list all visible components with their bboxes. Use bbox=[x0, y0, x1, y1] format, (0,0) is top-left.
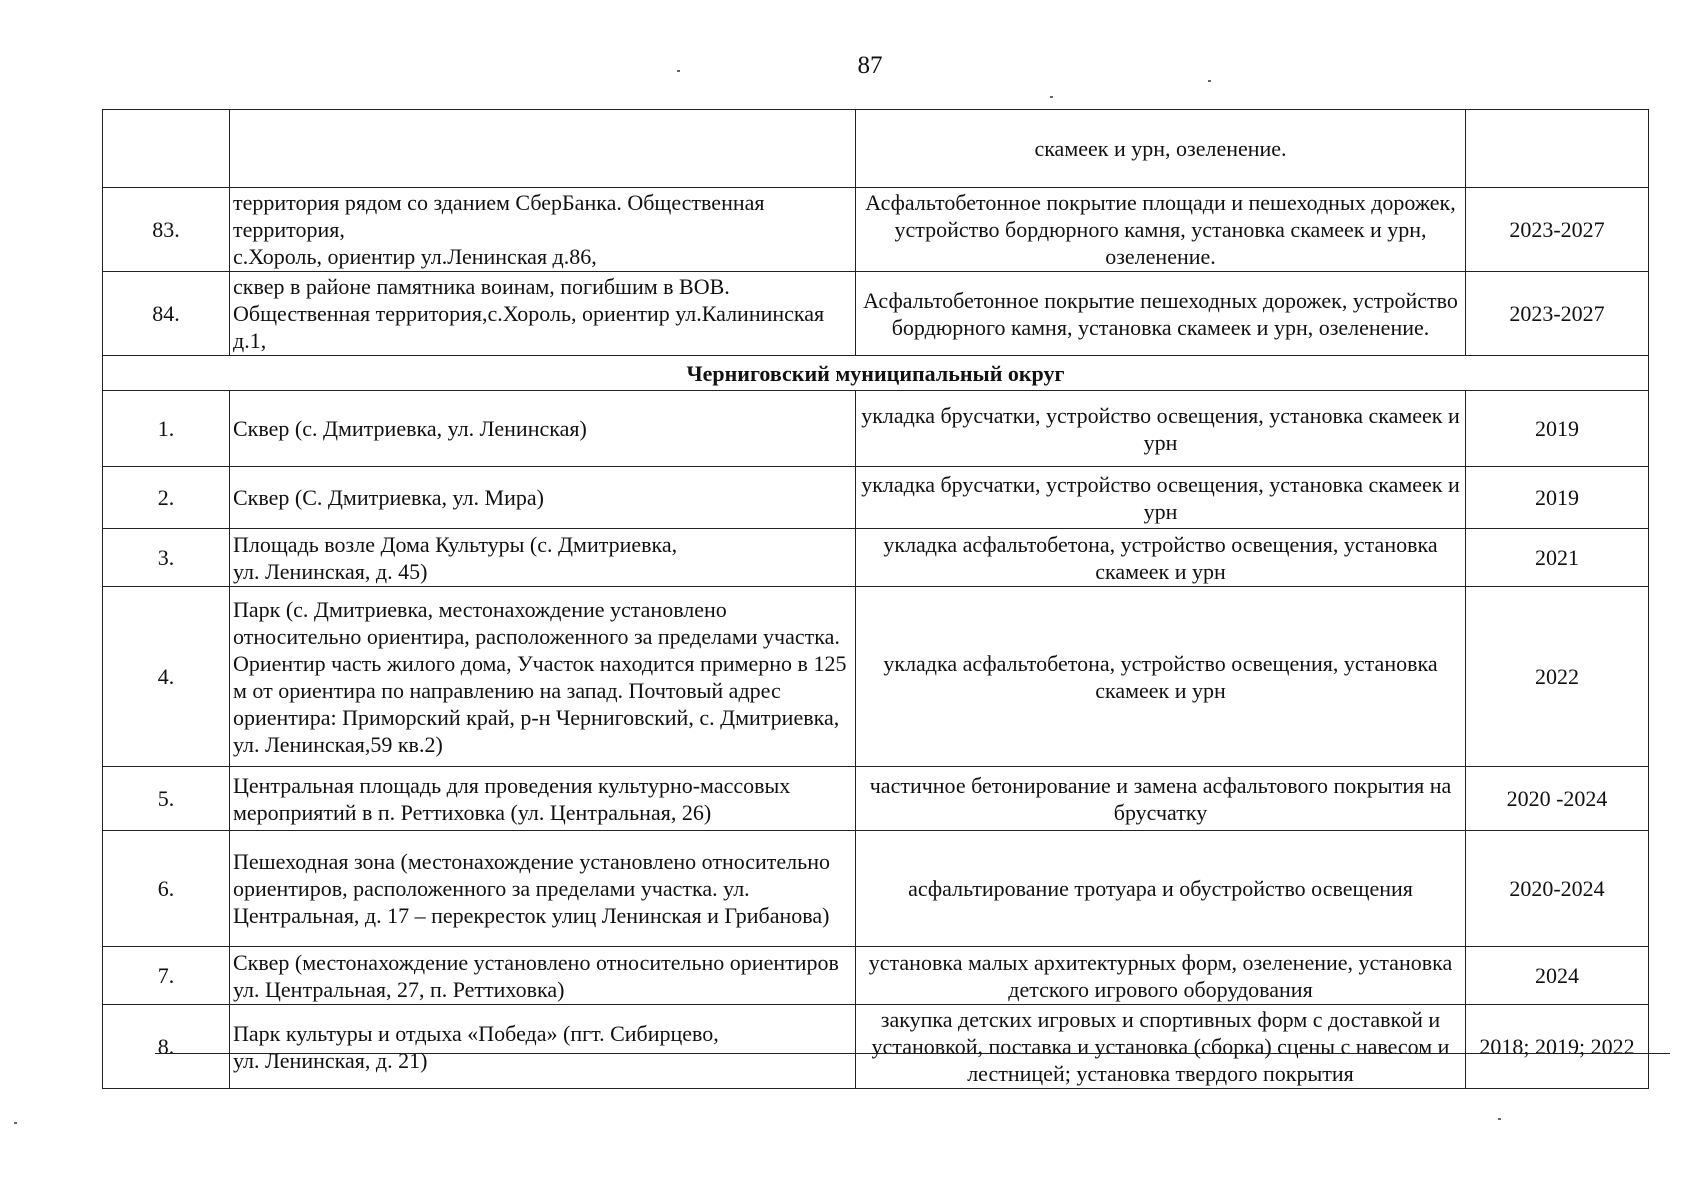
row-works: Асфальтобетонное покрытие площади и пешеходных дорожек, устройство бордюрного камня, установка скамеек и урн, озеленение. bbox=[856, 188, 1466, 272]
scan-speck bbox=[1498, 1118, 1501, 1120]
table-row bbox=[103, 188, 1649, 272]
table-row bbox=[103, 947, 1649, 1005]
row-description: Пешеходная зона (местонахождение установлено относительно ориентиров, расположенного за пределами участка. ул. Центральная, д. 17 – перекресток улиц Ленинская и Грибанова) bbox=[230, 831, 856, 947]
row-description: Сквер (местонахождение установлено относительно ориентиров ул. Центральная, 27, п. Реттиховка) bbox=[230, 947, 856, 1005]
row-number: 2. bbox=[103, 467, 230, 529]
row-years: 2023-2027 bbox=[1466, 188, 1649, 272]
territory-table bbox=[102, 109, 1649, 1089]
row-description: территория рядом со зданием СберБанка. Общественная территория, с.Хороль, ориентир ул.Ленинская д.86, bbox=[230, 188, 856, 272]
row-number: 4. bbox=[103, 587, 230, 767]
scan-speck bbox=[677, 70, 680, 72]
row-number: 6. bbox=[103, 831, 230, 947]
row-years: 2021 bbox=[1466, 529, 1649, 587]
row-works: укладка брусчатки, устройство освещения, установка скамеек и урн bbox=[856, 391, 1466, 467]
row-years: 2019 bbox=[1466, 467, 1649, 529]
row-years: 2019 bbox=[1466, 391, 1649, 467]
row-years: 2020 -2024 bbox=[1466, 767, 1649, 831]
row-years: 2023-2027 bbox=[1466, 272, 1649, 356]
table-row bbox=[103, 767, 1649, 831]
row-number: 83. bbox=[103, 188, 230, 272]
row-works: укладка асфальтобетона, устройство освещения, установка скамеек и урн bbox=[856, 587, 1466, 767]
row-works: закупка детских игровых и спортивных форм с доставкой и установкой, поставка и установка (сборка) сцены с навесом и лестницей; установка твердого покрытия bbox=[856, 1005, 1466, 1089]
row-description: Площадь возле Дома Культуры (с. Дмитриевка, ул. Ленинская, д. 45) bbox=[230, 529, 856, 587]
section-row bbox=[103, 356, 1649, 391]
row-number: 84. bbox=[103, 272, 230, 356]
row-description bbox=[230, 110, 856, 188]
row-works: укладка брусчатки, устройство освещения, установка скамеек и урн bbox=[856, 467, 1466, 529]
row-works: Асфальтобетонное покрытие пешеходных дорожек, устройство бордюрного камня, установка скамеек и урн, озеленение. bbox=[856, 272, 1466, 356]
row-works: скамеек и урн, озеленение. bbox=[856, 110, 1466, 188]
table-body-kholol bbox=[103, 110, 1649, 356]
row-number bbox=[103, 110, 230, 188]
table-row bbox=[103, 467, 1649, 529]
scan-speck bbox=[1050, 96, 1053, 98]
table-row bbox=[103, 831, 1649, 947]
table-row-continuation bbox=[103, 110, 1649, 188]
row-number: 7. bbox=[103, 947, 230, 1005]
row-years: 2018; 2019; 2022 bbox=[1466, 1005, 1649, 1089]
row-description: Сквер (С. Дмитриевка, ул. Мира) bbox=[230, 467, 856, 529]
row-number: 8. bbox=[103, 1005, 230, 1089]
row-works: частичное бетонирование и замена асфальтового покрытия на брусчатку bbox=[856, 767, 1466, 831]
row-works: установка малых архитектурных форм, озеленение, установка детского игрового оборудования bbox=[856, 947, 1466, 1005]
section-title: Черниговский муниципальный округ bbox=[103, 356, 1649, 391]
row-number: 3. bbox=[103, 529, 230, 587]
row-description: сквер в районе памятника воинам, погибшим в ВОВ. Общественная территория,с.Хороль, ориентир ул.Калининская д.1, bbox=[230, 272, 856, 356]
row-number: 5. bbox=[103, 767, 230, 831]
scan-speck bbox=[1208, 80, 1211, 82]
row-number: 1. bbox=[103, 391, 230, 467]
table-row bbox=[103, 529, 1649, 587]
row-works: асфальтирование тротуара и обустройство освещения bbox=[856, 831, 1466, 947]
table-row bbox=[103, 1005, 1649, 1089]
row-years bbox=[1466, 110, 1649, 188]
table-row bbox=[103, 391, 1649, 467]
row-years: 2020-2024 bbox=[1466, 831, 1649, 947]
row-years: 2024 bbox=[1466, 947, 1649, 1005]
scan-speck bbox=[14, 1122, 17, 1124]
strike-through-line bbox=[155, 1053, 1670, 1054]
table-row bbox=[103, 587, 1649, 767]
table-body-chernigovsky bbox=[103, 391, 1649, 1089]
table-row bbox=[103, 272, 1649, 356]
row-years: 2022 bbox=[1466, 587, 1649, 767]
row-works: укладка асфальтобетона, устройство освещения, установка скамеек и урн bbox=[856, 529, 1466, 587]
row-description: Парк (с. Дмитриевка, местонахождение установлено относительно ориентира, расположенного за пределами участка. Ориентир часть жилого дома, Участок находится примерно в 125 м от ориентира по направлению на запад. Почтовый адрес ориентира: Приморский край, р-н Черниговский, с. Дмитриевка, ул. Ленинская,59 кв.2) bbox=[230, 587, 856, 767]
page-number: 87 bbox=[857, 52, 883, 79]
row-description: Центральная площадь для проведения культурно-массовых мероприятий в п. Реттиховка (ул. Центральная, 26) bbox=[230, 767, 856, 831]
row-description: Сквер (с. Дмитриевка, ул. Ленинская) bbox=[230, 391, 856, 467]
row-description: Парк культуры и отдыха «Победа» (пгт. Сибирцево, ул. Ленинская, д. 21) bbox=[230, 1005, 856, 1089]
